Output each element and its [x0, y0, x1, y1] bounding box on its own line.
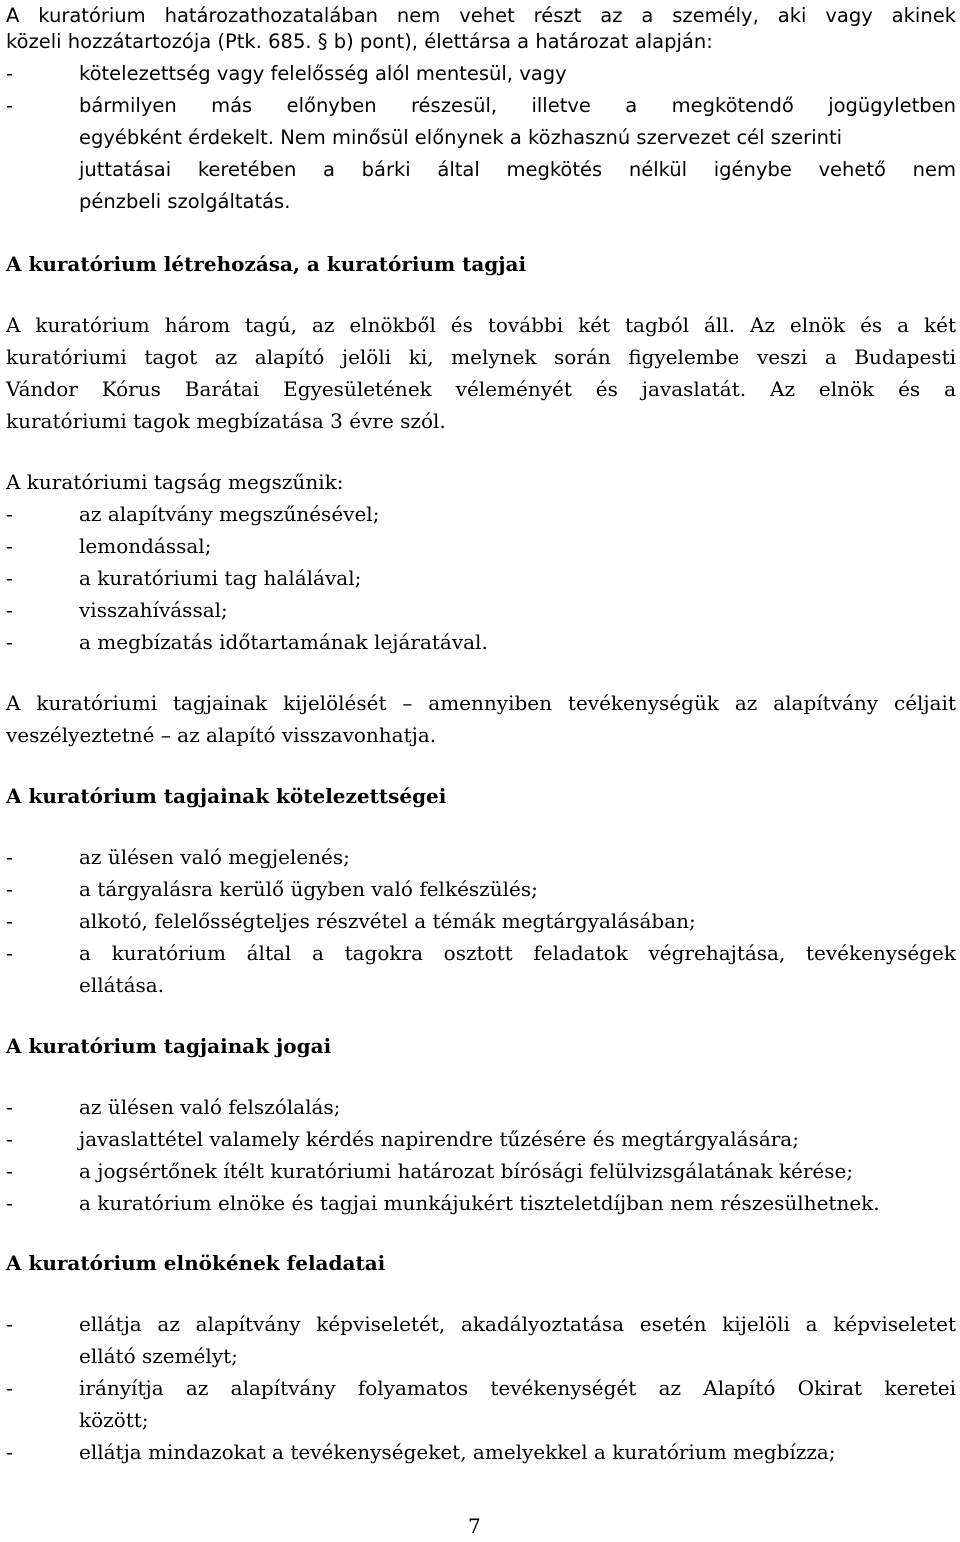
bullet-dash: -	[6, 534, 13, 558]
list-item-text: visszahívással;	[79, 598, 228, 622]
intro-bullet-1-text: kötelezettség vagy felelősség alól mentesül, vagy	[79, 62, 567, 85]
bullet-dash: -	[6, 62, 14, 85]
bullet-dash: -	[6, 1095, 13, 1119]
list-item-text: az ülésen való megjelenés;	[79, 845, 350, 869]
list-item-continuation: ellátó személyt;	[79, 1344, 238, 1368]
bullet-dash: -	[6, 94, 14, 117]
intro-line-6: juttatásai keretében a bárki által megkötés nélkül igénybe vehető nem	[79, 158, 956, 181]
list-item-text: a kuratórium elnöke és tagjai munkájukért tiszteletdíjban nem részesülhetnek.	[79, 1191, 880, 1215]
bullet-dash: -	[6, 941, 13, 965]
list-item-text: lemondással;	[79, 534, 212, 558]
paragraph-line: veszélyeztetné – az alapító visszavonhatja.	[6, 723, 437, 747]
list-item-text: a tárgyalásra kerülő ügyben való felkészülés;	[79, 877, 538, 901]
section-heading-obligations: A kuratórium tagjainak kötelezettségei	[6, 784, 447, 808]
list-item-text: ellátja mindazokat a tevékenységeket, amelyekkel a kuratórium megbízza;	[79, 1440, 836, 1464]
bullet-dash: -	[6, 502, 13, 526]
paragraph-line: Vándor Kórus Barátai Egyesületének véleményét és javaslatát. Az elnök és a	[6, 377, 956, 401]
membership-end-intro: A kuratóriumi tagság megszűnik:	[6, 470, 344, 494]
bullet-dash: -	[6, 598, 13, 622]
intro-line-1: A kuratórium határozathozatalában nem vehet részt az a személy, aki vagy akinek	[6, 4, 956, 27]
bullet-dash: -	[6, 1440, 13, 1464]
section-heading-chair-duties: A kuratórium elnökének feladatai	[6, 1251, 386, 1275]
bullet-dash: -	[6, 1191, 13, 1215]
paragraph-line: A kuratórium három tagú, az elnökből és további két tagból áll. Az elnök és a két	[6, 313, 956, 337]
paragraph-line: A kuratóriumi tagjainak kijelölését – amennyiben tevékenységük az alapítvány céljait	[6, 691, 956, 715]
list-item-text: javaslattétel valamely kérdés napirendre tűzésére és megtárgyalására;	[79, 1127, 799, 1151]
list-item-text: az alapítvány megszűnésével;	[79, 502, 380, 526]
bullet-dash: -	[6, 1127, 13, 1151]
list-item-continuation: között;	[79, 1408, 149, 1432]
paragraph-line: kuratóriumi tagok megbízatása 3 évre szól.	[6, 409, 446, 433]
section-heading-rights: A kuratórium tagjainak jogai	[6, 1034, 332, 1058]
list-item-text: ellátja az alapítvány képviseletét, akadályoztatása esetén kijelöli a képviseletet	[79, 1312, 956, 1336]
bullet-dash: -	[6, 877, 13, 901]
list-item-text: az ülésen való felszólalás;	[79, 1095, 341, 1119]
bullet-dash: -	[6, 630, 13, 654]
page-number: 7	[468, 1514, 481, 1538]
list-item-text: alkotó, felelősségteljes részvétel a témák megtárgyalásában;	[79, 909, 696, 933]
bullet-dash: -	[6, 909, 13, 933]
list-item-text: a kuratórium által a tagokra osztott feladatok végrehajtása, tevékenységek	[79, 941, 956, 965]
intro-line-2: közeli hozzátartozója (Ptk. 685. § b) pont), élettársa a határozat alapján:	[6, 30, 713, 53]
bullet-dash: -	[6, 845, 13, 869]
intro-bullet-2-text: bármilyen más előnyben részesül, illetve a megkötendő jogügyletben	[79, 94, 956, 117]
section-heading-creation: A kuratórium létrehozása, a kuratórium tagjai	[6, 252, 527, 276]
list-item-text: a jogsértőnek ítélt kuratóriumi határozat bírósági felülvizsgálatának kérése;	[79, 1159, 854, 1183]
paragraph-line: kuratóriumi tagot az alapító jelöli ki, melynek során figyelembe veszi a Budapesti	[6, 345, 956, 369]
bullet-dash: -	[6, 566, 13, 590]
bullet-dash: -	[6, 1159, 13, 1183]
bullet-dash: -	[6, 1376, 13, 1400]
intro-line-5: egyébként érdekelt. Nem minősül előnynek a közhasznú szervezet cél szerinti	[79, 126, 843, 149]
list-item-text: irányítja az alapítvány folyamatos tevékenységét az Alapító Okirat keretei	[79, 1376, 956, 1400]
list-item-text: a megbízatás időtartamának lejáratával.	[79, 630, 488, 654]
bullet-dash: -	[6, 1312, 13, 1336]
list-item-text: a kuratóriumi tag halálával;	[79, 566, 362, 590]
list-item-continuation: ellátása.	[79, 973, 165, 997]
intro-line-7: pénzbeli szolgáltatás.	[79, 190, 291, 213]
